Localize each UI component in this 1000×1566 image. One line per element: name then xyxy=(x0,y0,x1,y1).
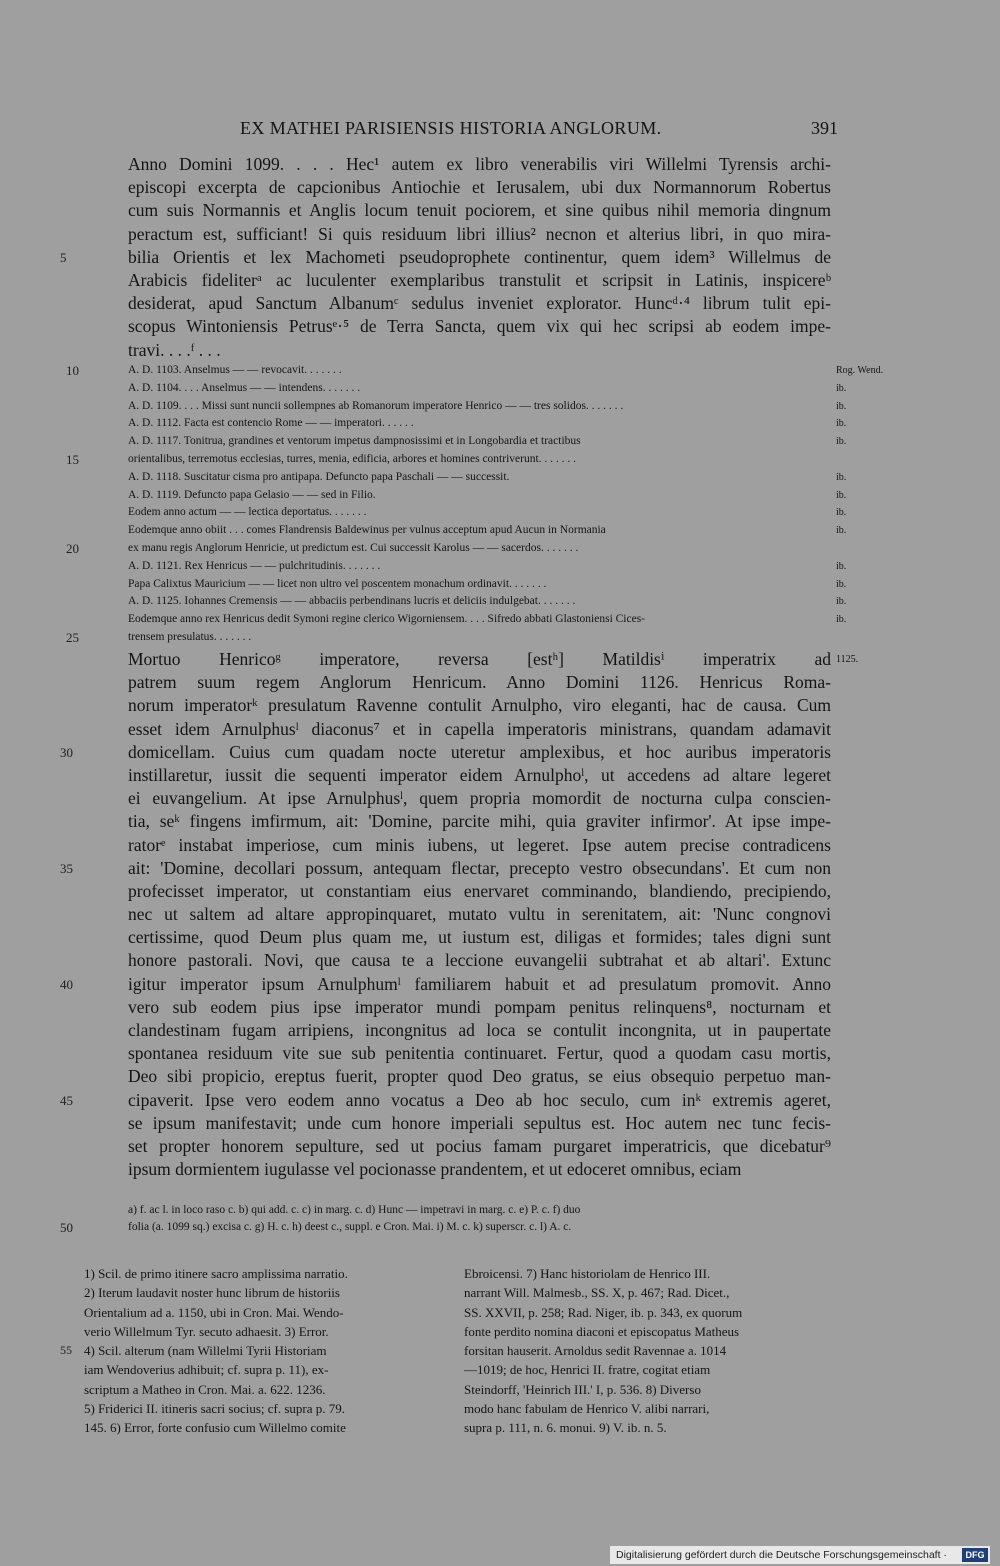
line-text: norum imperatorᵏ presulatum Ravenne contulit Arnulpho, viro eleganti, hac de causa. Cum xyxy=(128,695,831,716)
margin-note: ib. xyxy=(836,400,847,412)
text-line xyxy=(128,834,831,857)
line-text: modo hanc fabulam de Henrico V. alibi narrari, xyxy=(464,1401,710,1417)
line-text: A. D. 1117. Tonitrua, grandines et ventorum impetus dampnosissimi et in Longobardia et tractibus xyxy=(128,435,581,448)
line-text: se ipsum manifestavit; unde cum honore imperiali sepultus est. Hoc autem nec tunc fecis- xyxy=(128,1112,831,1133)
text-line xyxy=(60,973,831,996)
line-text: nec ut saltem ad altare appropinquaret, mutato vultu in serenitatem, ait: 'Nunc congnovi xyxy=(128,904,831,925)
line-text: esset idem Arnulphusˡ diaconus⁷ et in capella imperatoris ministrans, quandam adamavit xyxy=(128,718,831,739)
line-text: A. D. 1112. Facta est contencio Rome — — imperatori. . . . . . xyxy=(128,417,414,430)
text-line xyxy=(128,611,847,629)
line-text: forsitan hauserit. Arnoldus sedit Ravennae a. 1014 xyxy=(464,1343,727,1359)
text-line xyxy=(84,1283,454,1302)
margin-note: ib. xyxy=(836,418,847,430)
line-text: desiderat, apud Sanctum Albanumᶜ sedulus inveniet explorator. Huncᵈ·⁴ librum tulit epi- xyxy=(128,293,831,314)
text-line xyxy=(464,1341,834,1360)
page-number: 391 xyxy=(811,118,838,138)
line-text: set propter honorem sepulture, sed ut pocius famam purgaret imperatricis, que dicebatur⁹ xyxy=(128,1135,831,1156)
line-text: narrant Will. Malmesb., SS. X, p. 467; Rad. Dicet., xyxy=(464,1285,730,1301)
line-text: 2) Iterum laudavit noster hunc librum de historiis xyxy=(84,1285,340,1301)
line-text: scriptum a Matheo in Cron. Mai. a. 622. 1236. xyxy=(84,1381,326,1397)
line-number: 35 xyxy=(60,860,73,876)
text-line xyxy=(66,540,831,558)
main-text-block-2 xyxy=(60,648,859,1181)
text-line xyxy=(128,1065,831,1088)
line-text: bilia Orientis et lex Machometi pseudoprophete continentur, quem idem³ Willelmus de xyxy=(128,246,831,267)
line-text: peractum est, sufficiant! Si quis residuum libri illius² necnon et alterius libri, in quo mira- xyxy=(128,223,831,244)
page-header xyxy=(120,118,838,142)
text-line xyxy=(128,903,831,926)
excerpt-block xyxy=(66,362,884,647)
line-text: supra p. 111, n. 6. monui. 9) V. ib. n. 5. xyxy=(464,1420,667,1436)
line-number: 55 xyxy=(60,1343,72,1358)
line-number: 10 xyxy=(66,363,79,378)
margin-note: ib. xyxy=(836,614,847,626)
line-text: Eodem anno actum — — lectica deportatus. . . . . . . xyxy=(128,506,367,519)
line-text: A. D. 1109. . . . Missi sunt nuncii sollempnes ab Romanorum imperatore Henrico — — tres solidos. . . . . . . xyxy=(128,399,624,412)
line-text: A. D. 1125. Iohannes Cremensis — — abbaciis perbendinans lucris et deliciis indulgebat. . . . . . . xyxy=(128,595,576,608)
line-text: —1019; de hoc, Henrici II. fratre, cogitat etiam xyxy=(464,1362,711,1378)
line-text: iam Wendoverius adhibuit; cf. supra p. 11), ex- xyxy=(84,1362,329,1378)
line-text: spontanea residuum vite sue sub penitentia continuaret. Fertur, quod a quodam casu mortis, xyxy=(128,1043,831,1064)
text-line xyxy=(84,1322,454,1341)
text-line xyxy=(464,1322,834,1341)
margin-note: 1125. xyxy=(836,654,859,665)
text-line xyxy=(128,339,831,362)
text-line xyxy=(60,1219,831,1236)
running-title: EX MATHEI PARISIENSIS HISTORIA ANGLORUM. xyxy=(240,118,662,138)
text-line xyxy=(128,433,847,451)
line-text: Eodemque anno rex Henricus dedit Symoni regine clerico Wigorniensem. . . . Sifredo abbati Glastoniensi Cices- xyxy=(128,613,646,626)
text-line xyxy=(84,1380,454,1399)
digitization-credit xyxy=(610,1546,990,1564)
text-line xyxy=(128,593,847,611)
line-text: 145. 6) Error, forte confusio cum Willelmo comite xyxy=(84,1420,346,1436)
margin-note: ib. xyxy=(836,382,847,394)
text-line xyxy=(464,1360,834,1379)
credit-text: Digitalisierung gefördert durch die Deutsche Forschungsgemeinschaft · xyxy=(616,1549,947,1561)
margin-note: ib. xyxy=(836,436,847,448)
line-text: a) f. ac l. in loco raso c. b) qui add. c. c) in marg. c. d) Hunc — impetravi in marg. c. e) P. c. f) duo xyxy=(128,1204,581,1216)
line-text: clandestinam fugam arripiens, incongnitus ad loca se contulit incongnita, ut in paupertate xyxy=(128,1020,831,1040)
line-number: 15 xyxy=(66,451,79,467)
line-text: 1) Scil. de primo itinere sacro amplissima narratio. xyxy=(84,1266,348,1281)
line-text: Deo sibi propicio, ereptus fuerit, propter quod Deo gratus, se eius obsequio perpetuo man- xyxy=(128,1066,831,1087)
line-number: 45 xyxy=(60,1092,73,1108)
text-line xyxy=(84,1360,454,1379)
text-line xyxy=(84,1264,454,1283)
text-line xyxy=(128,176,831,199)
line-number: 50 xyxy=(60,1220,73,1235)
text-line xyxy=(128,718,831,741)
line-text: vero sub eodem pius ipse imperator mundi pompam penitus relinquens⁸, nocturnam et xyxy=(128,996,831,1017)
text-line xyxy=(66,451,831,469)
margin-note: Rog. Wend. xyxy=(836,365,884,376)
text-line xyxy=(128,269,831,292)
line-text: Ebroicensi. 7) Hanc historiolam de Henrico III. xyxy=(464,1266,711,1281)
text-line xyxy=(128,1042,831,1065)
text-line xyxy=(128,380,847,398)
line-text: ex manu regis Anglorum Henricie, ut predictum est. Cui successit Karolus — — sacerdos. . . . . . . xyxy=(128,541,579,554)
text-line xyxy=(128,880,831,903)
line-text: Eodemque anno obiit . . . comes Flandrensis Baldewinus per vulnus acceptum apud Aucun in Normania xyxy=(128,524,606,537)
margin-note: ib. xyxy=(836,489,847,501)
line-text: A. D. 1121. Rex Henricus — — pulchritudinis. . . . . . . xyxy=(128,559,381,572)
line-text: SS. XXVII, p. 258; Rad. Niger, ib. p. 343, ex quorum xyxy=(464,1304,743,1320)
line-text: A. D. 1103. Anselmus — — revocavit. . . . . . . xyxy=(128,364,342,376)
line-text: Mortuo Henricoᵍ imperatore, reversa [estʰ] Matildisⁱ imperatrix ad xyxy=(128,649,831,669)
text-line xyxy=(66,362,884,380)
text-line xyxy=(128,522,847,540)
line-text: honore pastorali. Novi, que causa te a leccione euvangelii subtrahat et ab altari'. Extunc xyxy=(128,950,831,971)
text-line xyxy=(128,949,831,972)
footnotes-left xyxy=(60,1264,454,1438)
text-line xyxy=(128,199,831,222)
text-line xyxy=(84,1418,454,1437)
line-text: cipaverit. Ipse vero eodem anno vocatus a Deo ab hoc seculo, cum inᵏ extremis ageret, xyxy=(128,1089,831,1110)
line-text: cum suis Normannis et Anglis locum tenuit pociorem, et sine quibus nihil memoria dingnum xyxy=(128,200,831,221)
text-line xyxy=(128,764,831,787)
footnotes-right xyxy=(464,1264,834,1438)
text-line xyxy=(128,576,847,594)
line-number: 20 xyxy=(66,540,79,556)
line-text: Anno Domini 1099. . . . Hec¹ autem ex libro venerabilis viri Willelmi Tyrensis archi- xyxy=(128,154,831,174)
text-line xyxy=(128,1019,831,1042)
text-line xyxy=(128,504,847,522)
line-text: A. D. 1118. Suscitatur cisma pro antipapa. Defuncto papa Paschali — — successit. xyxy=(128,470,510,483)
text-line xyxy=(464,1418,834,1437)
text-line xyxy=(60,1089,831,1112)
text-line xyxy=(128,926,831,949)
text-line xyxy=(84,1303,454,1322)
text-line xyxy=(128,398,847,416)
line-text: trensem presulatus. . . . . . . xyxy=(128,630,252,643)
line-text: ipsum dormientem iugulasse vel pocionasse prandentem, et ut edoceret omnibus, eciam xyxy=(128,1159,742,1180)
text-line xyxy=(128,415,847,433)
line-text: 4) Scil. alterum (nam Willelmi Tyrii Historiam xyxy=(84,1343,327,1359)
text-line xyxy=(60,1341,454,1360)
margin-note: ib. xyxy=(836,471,847,483)
line-text: patrem suum regem Anglorum Henricum. Anno Domini 1126. Henricus Roma- xyxy=(128,672,831,693)
text-line xyxy=(464,1283,834,1302)
margin-note: ib. xyxy=(836,596,847,608)
text-line xyxy=(60,246,831,269)
line-text: Papa Calixtus Mauricium — — licet non ultro vel poscentem monachum ordinavit. . . . . . . xyxy=(128,577,547,590)
main-text-block xyxy=(60,153,831,362)
text-line xyxy=(464,1380,834,1399)
text-line xyxy=(128,558,847,576)
line-text: A. D. 1119. Defuncto papa Gelasio — — sed in Filio. xyxy=(128,488,376,501)
line-text: A. D. 1104. . . . Anselmus — — intendens. . . . . . . xyxy=(128,381,361,394)
line-number: 30 xyxy=(60,744,73,760)
text-line xyxy=(128,1135,831,1158)
text-line xyxy=(128,648,859,671)
line-text: ait: 'Domine, decollari possum, antequam flectar, precepto vestro obsecundans'. Et cum non xyxy=(128,857,831,878)
text-line xyxy=(128,1158,831,1181)
line-text: scopus Wintoniensis Petrusᵉ·⁵ de Terra Sancta, quem vix qui hec scripsi ab eodem impe- xyxy=(128,316,831,337)
text-line xyxy=(128,787,831,810)
line-text: ei euvangelium. At ipse Arnulphusˡ, quem propria momordit de nocturna culpa conscien- xyxy=(128,788,831,809)
line-text: tia, seᵏ fingens imfirmum, ait: 'Domine, parcite mihi, quia graviter infirmor'. At ipse impe- xyxy=(128,811,831,832)
text-line xyxy=(464,1303,834,1322)
text-line xyxy=(128,810,831,833)
line-number: 25 xyxy=(66,629,79,645)
text-line xyxy=(128,315,831,338)
text-line xyxy=(464,1264,834,1283)
text-line xyxy=(464,1399,834,1418)
line-number: 40 xyxy=(60,976,73,992)
text-line xyxy=(128,996,831,1019)
line-text: verio Willelmum Tyr. secuto adhaesit. 3) Error. xyxy=(84,1323,329,1339)
dfg-logo: DFG xyxy=(962,1548,988,1562)
line-text: 5) Friderici II. itineris sacri socius; cf. supra p. 79. xyxy=(84,1401,346,1417)
line-text: Orientalium ad a. 1150, ubi in Cron. Mai. Wendo- xyxy=(84,1304,344,1320)
line-text: folia (a. 1099 sq.) excisa c. g) H. c. h) deest c., suppl. e Cron. Mai. i) M. c. k) superscr. c. l) A. c. xyxy=(128,1221,572,1233)
line-text: igitur imperator ipsum Arnulphumˡ familiarem habuit et ad presulatum promovit. Anno xyxy=(128,973,831,994)
line-text: orientalibus, terremotus ecclesias, turres, menia, edificia, arbores et homines contriverunt. . . . . . . xyxy=(128,452,577,465)
margin-note: ib. xyxy=(836,578,847,590)
line-text: episcopi excerpta de capcionibus Antiochie et Ierusalem, ubi dux Normannorum Robertus xyxy=(128,177,831,198)
line-text: Arabicis fideliterᵃ ac luculenter exemplaribus transtulit et scripsit in Latinis, inspicereᵇ xyxy=(128,269,831,290)
text-line xyxy=(60,741,831,764)
text-line xyxy=(60,857,831,880)
text-line xyxy=(128,292,831,315)
line-text: profecisset imperator, ut constantiam eius enervaret comminando, blandiendo, precipiendo, xyxy=(128,880,831,901)
margin-note: ib. xyxy=(836,525,847,537)
line-text: certissime, quod Deum plus quam me, ut iustum est, diligas et formides; tales digni sunt xyxy=(128,927,831,948)
line-text: domicellam. Cuius cum quadam nocte uteretur amplexibus, et hoc auribus imperatoris xyxy=(128,741,831,762)
line-text: travi. . . .ᶠ . . . xyxy=(128,339,221,360)
textual-notes xyxy=(60,1202,831,1236)
line-number: 5 xyxy=(60,249,67,265)
text-line xyxy=(128,223,831,246)
line-text: instillaretur, iussit die sequenti imperator eidem Arnulphoˡ, ut accedens ad altare legeret xyxy=(128,764,831,785)
line-text: Steindorff, 'Heinrich III.' I, p. 536. 8) Diverso xyxy=(464,1381,701,1397)
text-line xyxy=(128,153,831,176)
text-line xyxy=(128,671,831,694)
text-line xyxy=(128,469,847,487)
text-line xyxy=(128,694,831,717)
text-line xyxy=(66,629,831,647)
text-line xyxy=(84,1399,454,1418)
margin-note: ib. xyxy=(836,560,847,572)
line-text: fonte perdito nomina diaconi et episcopatus Matheus xyxy=(464,1323,740,1339)
text-line xyxy=(128,1112,831,1135)
margin-note: ib. xyxy=(836,507,847,519)
text-line xyxy=(128,487,847,505)
text-line xyxy=(128,1202,831,1219)
line-text: ratorᵉ instabat imperiose, cum minis iubens, ut legeret. Ipse autem precise contradicens xyxy=(128,834,831,855)
